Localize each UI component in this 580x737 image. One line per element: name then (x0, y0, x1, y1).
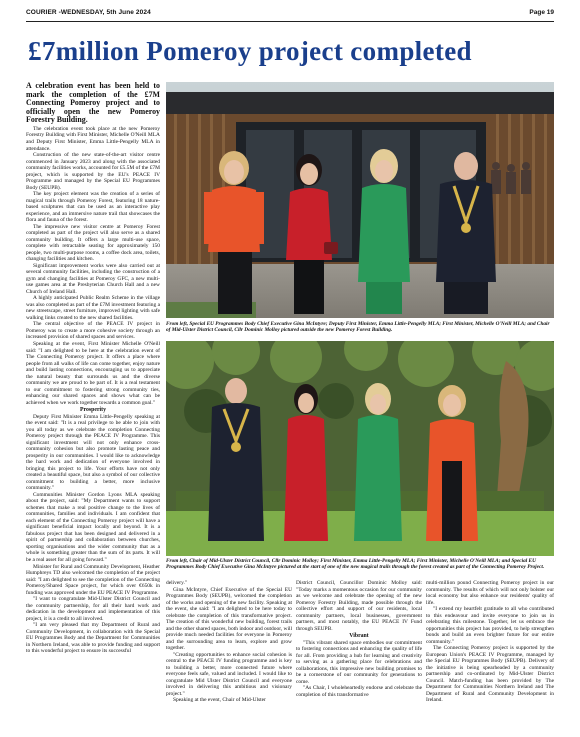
photo-caption-2: From left, Chair of Mid-Ulster District Council, Cllr Dominic Molloy; First Minister, Emma Little-Pengelly MLA; First Minister, Michelle O'Neill MLA; and Special EU Programmes Body Chief Executive Gina McIntyre pictured at the start of one of the new magical trails through the forest created as part of the Connecting Pomeroy Project. (166, 558, 545, 571)
article-column-1 (26, 82, 160, 730)
article-paragraph: Gina McIntyre, Chief Executive of the Special EU Programmes Body (SEUPB), welcomed the completion of the works and opening of the new facility. Speaking at the event, she said: "I am delighted to be here today to celebrate the completion of this transformative project. The creation of this wonderful new building, forest trails and the other shared spaces, both indoor and outdoor, will provide much needed facilities for everyone in Pomeroy and the surrounding area to learn, explore and grow together. (166, 586, 292, 652)
article-paragraph: "Creating opportunities to enhance social cohesion is central to the PEACE IV funding programme and is key to building a better, more connected future where everyone feels safe, valued and included. I would like to congratulate Mid Ulster District Council and everyone involved in delivering this ambitious and visionary project." (166, 651, 292, 697)
article-paragraph: Speaking at the event, Chair of Mid-Ulster (173, 697, 266, 704)
photo-caption-1: From left, Special EU Programmes Body Chief Executive Gina McIntyre; Deputy First Minister, Emma Little-Pengelly MLA; First Minister, Michelle O'Neill MLA; and Chair of Mid-Ulster District Council, Cllr Dominic Molloy pictured outside the new Pomeroy Forest Building. (166, 321, 550, 334)
article-paragraph: Significant improvement works were also carried out at several community facilities, including the construction of a gym and changing facilities at Pomeroy GFC, a new multi-use games area at the Presbyterian Church Hall and a new Church of Ireland Hall. (26, 262, 160, 295)
header-divider (26, 21, 554, 22)
article-paragraph: Minister for Rural and Community Development, Heather Humphreys TD also welcomed the completion of the project said: "I am delighted to see the completion of the Connecting Pomeroy/Shared Space project, for which over €650k in funding was approved under the EU PEACE IV Programme. (26, 563, 160, 596)
page-headline: £7million Pomeroy project completed (28, 36, 472, 66)
article-paragraph: The central objective of the PEACE IV project in Pomeroy was to create a more cohesive society through an increased provision of shared spaces and services. (26, 321, 160, 341)
article-paragraph: The celebration event took place at the new Pomeroy Forestry Building with First Minister, Michelle O'Neill MLA and Deputy First Minister, Emma Little-Pengelly MLA in attendance. (26, 125, 160, 152)
article-paragraph: District Council, Councillor Dominic Molloy said: "Today marks a momentous occasion for our community as we welcome and celebrate the opening of the new Pomeroy Forestry Building, made possible through the collective effort and support of our residents, local community partners, local businesses, government partners, and most notably, the EU PEACE IV Fund through SEUPB. (296, 580, 422, 632)
photo-group-outside-building (166, 82, 554, 318)
photo-group-forest-trail (166, 341, 554, 556)
article-paragraph: The impressive new visitor centre at Pomeroy Forest completed as part of the project will also serve as a shared community building. It offers a large multi-use space, complete with retractable seating for approximately 150 people, two multi-purpose rooms, a coffee dock area, toilets, changing facilities and kitchen. (26, 223, 160, 263)
article-paragraph: Deputy First Minister Emma Little-Pengelly speaking at the event said: "It is a real privilege to be able to join with you all today as we celebrate the completion Connecting Pomeroy project through the PEACE IV Programme. This significant investment will not only enhance cross-community cohesion but also promote lasting peace and prosperity in our communities. I would like to acknowledge the hard work and dedication of everyone involved in bringing this project to life. Your efforts have not only created a beautiful space, but also a symbol of our collective commitment to building a better, more inclusive community." (26, 413, 160, 492)
page-number: Page 19 (529, 9, 554, 16)
article-paragraph: Communities Minister Gordon Lyons MLA speaking about the project, said: "My Department wants to support schemes that make a real positive change to the lives of communities, families and individuals. I am confident that each element of the Connecting Pomeroy project will have a significant beneficial impact locally and beyond. It is a fabulous project that has been designed and delivered in a spirit of partnership and collaboration between churches, sporting organisations and the wider community that as a whole is something greater than the sum of its parts. It will be a real asset for all going forward." (26, 491, 160, 563)
article-paragraph: multi-million pound Connecting Pomeroy project in our community. The results of which will not only bolster our local economy but also enhance our residents' quality of life. (426, 580, 554, 606)
article-paragraph: A highly anticipated Public Realm Scheme in the village was also completed as part of the £7M investment featuring a new streetscape, street furniture, improved lighting with safe walking links created to the new shared facilities. (26, 295, 160, 321)
article-paragraph: Speaking at the event, First Minister Michelle O'Neill said: "I am delighted to be here at the celebration event of The Connecting Pomeroy project. It offers a place where people from all walks of life can come together, enjoy nature and build lasting connections, encouraging us to appreciate the natural beauty that surrounds us and the diverse community we are proud to be part of. It is a real testament to our commitment to fostering strong community ties, enhancing our shared spaces and shows what can be achieved when we work together towards a common goal." (26, 340, 160, 406)
subheading-prosperity: Prosperity (80, 407, 106, 414)
article-lead: A celebration event has been held to mark the completion of the £7M Connecting Pomeroy project and to officially open the new Pomeroy Forestry Building. (26, 82, 160, 125)
article-paragraph: "I am very pleased that my Department of Rural and Community Development, in collaboration with the Special EU Programmes Body and the Department for Communities in Northern Ireland, was able to provide funding and support to this wonderful project to ensure its successful (26, 622, 160, 655)
article-paragraph: "I want to congratulate Mid-Ulster District Council and the community partnership, for all their hard work and dedication in the development and implementation of this project, it is a credit to all involved. (26, 596, 160, 622)
article-paragraph: delivery." (166, 580, 188, 586)
article-paragraph: Construction of the new state-of-the-art visitor centre commenced in January 2023 and along with the associated community facilities works, accounted for £5.5M of the £7M project, which is supported by the EU's PEACE IV Programme and managed by the Special EU Programmes Body (SEUPB). (26, 152, 160, 191)
article-column-2 (166, 580, 292, 732)
subheading-vibrant: Vibrant (349, 633, 369, 640)
article-column-3 (296, 580, 422, 732)
article-paragraph: "As Chair, I wholeheartedly endorse and celebrate the completion of this transformative (296, 685, 422, 698)
issue-date-line: COURIER -WEDNESDAY, 5th June 2024 (26, 9, 151, 16)
article-paragraph: "I extend my heartfelt gratitude to all who contributed to this endeavour and invite everyone to join us in celebrating this milestone. Together, let us embrace the opportunities this project has provided, to help strengthen bonds and build an even brighter future for our entire community." (426, 606, 554, 645)
article-paragraph: The key project element was the creation of a series of magical trails through Pomeroy Forest, featuring 18 nature-based sculptures that can be used as an interactive play experience, and an immersive nature trail that showcases the flora and fauna of the forest. (26, 191, 160, 224)
article-column-4 (426, 580, 554, 732)
article-paragraph: "This vibrant shared space embodies our commitment to fostering connections and enhancing the quality of life for all. From providing a hub for learning and creativity to serving as a gathering place for celebrations and collaborations, this impressive new building promises to be a cornerstone of our community for generations to come. (296, 639, 422, 685)
article-paragraph: The Connecting Pomeroy project is supported by the European Union's PEACE IV Programme, managed by the Special EU Programmes Body (SEUPB). Delivery of the initiative is being spearheaded by a community partnership and co-ordinated by Mid-Ulster District Council. Match-funding has been provided by The Department for Communities Northern Ireland and The Department of Rural and Community Development in Ireland. (426, 645, 554, 704)
